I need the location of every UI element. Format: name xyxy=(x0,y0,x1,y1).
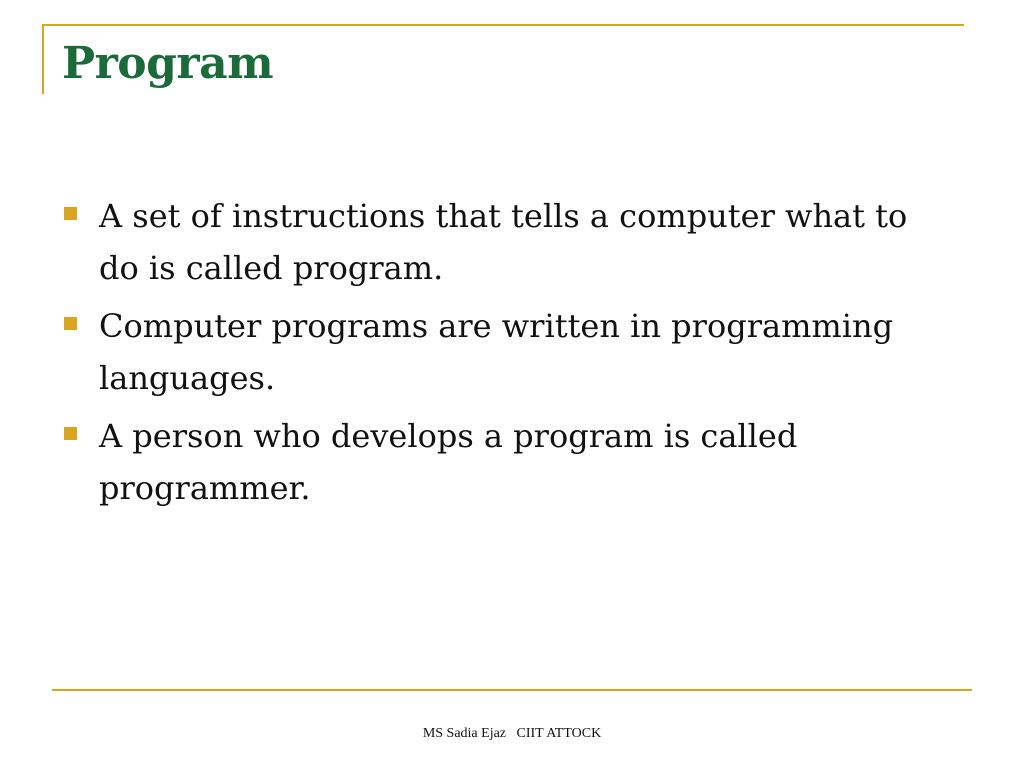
slide-title: Program xyxy=(62,38,274,89)
bottom-divider-line xyxy=(52,689,972,691)
top-divider-line xyxy=(42,24,964,26)
square-bullet-icon xyxy=(64,427,77,440)
bullet-item xyxy=(64,410,964,514)
left-divider-line xyxy=(42,24,44,94)
bullet-text: A person who develops a program is called programmer. xyxy=(99,417,798,507)
bullet-item xyxy=(64,190,964,294)
bullet-text: A set of instructions that tells a computer what to do is called program. xyxy=(99,197,908,287)
bullet-list xyxy=(64,190,964,520)
square-bullet-icon xyxy=(64,317,77,330)
bullet-text: Computer programs are written in programming languages. xyxy=(99,307,894,397)
square-bullet-icon xyxy=(64,207,77,220)
bullet-item xyxy=(64,300,964,404)
slide-footer: MS Sadia Ejaz CIIT ATTOCK xyxy=(422,726,602,741)
